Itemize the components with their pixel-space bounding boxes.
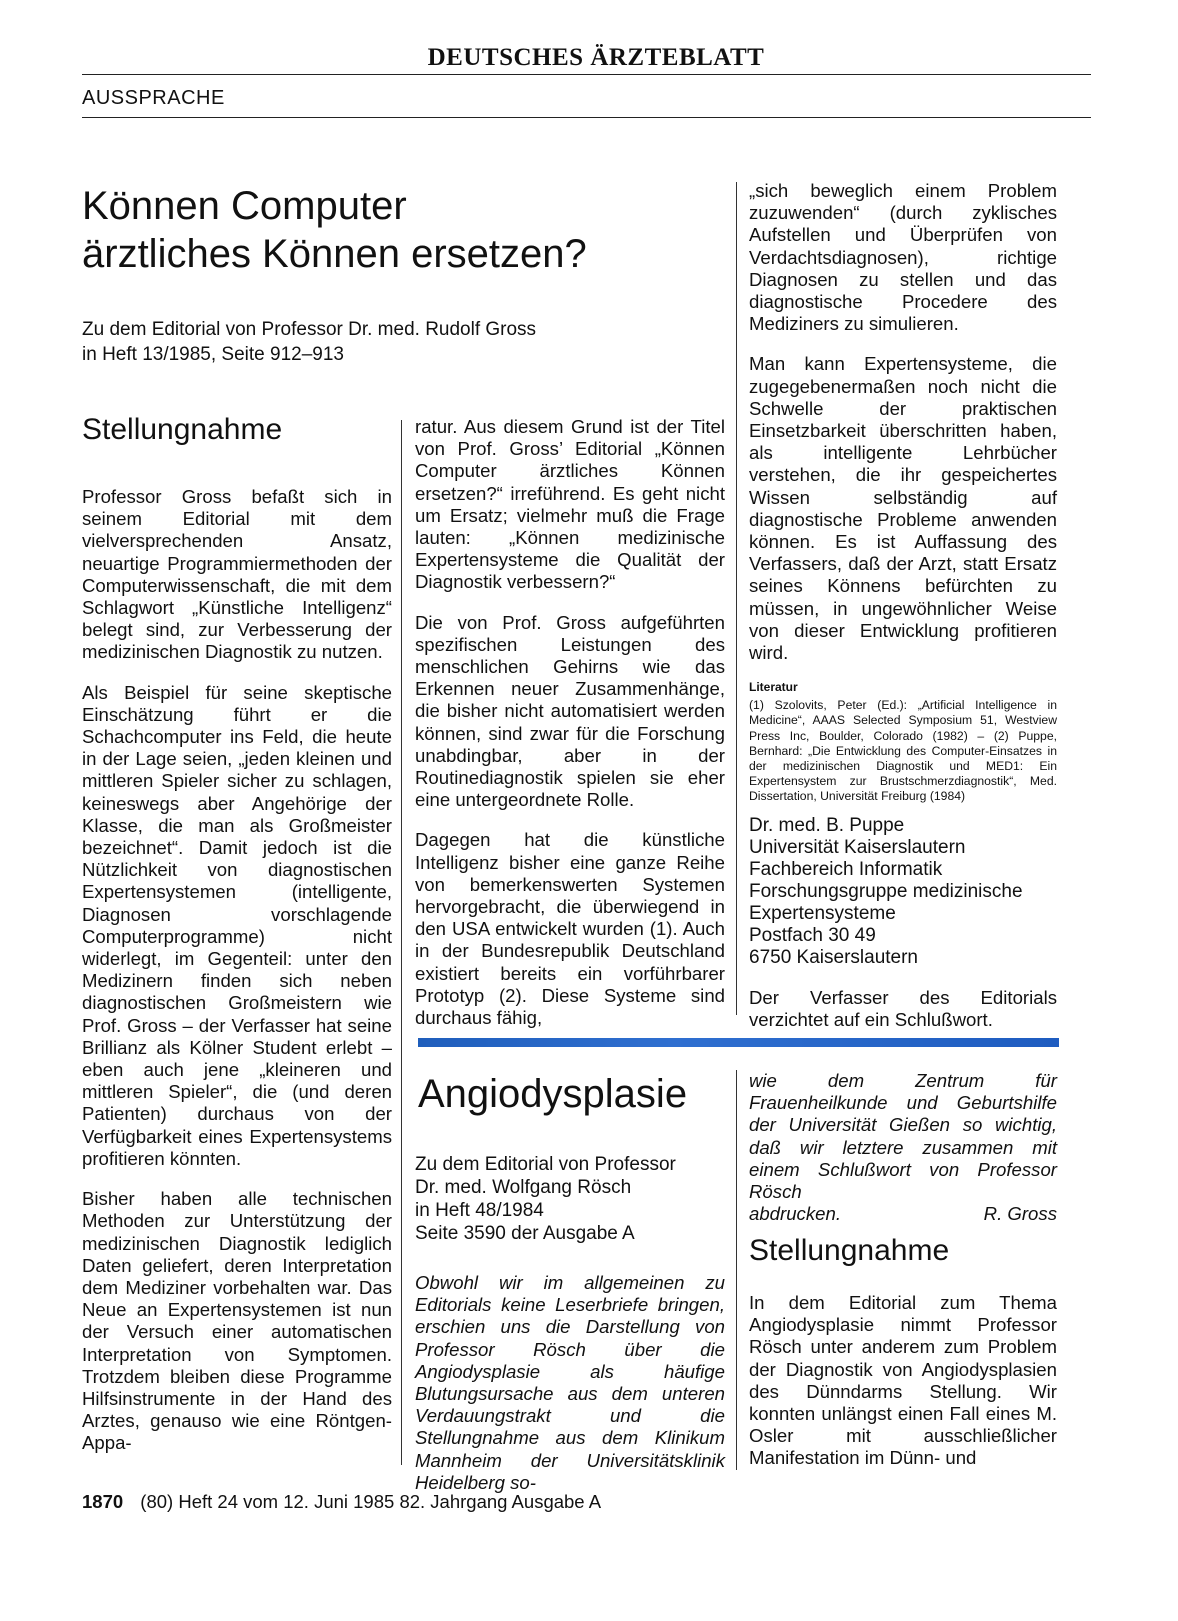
address-line: Dr. med. B. Puppe [749, 814, 905, 836]
article2-subtitle-line: Dr. med. Wolfgang Rösch [415, 1177, 632, 1198]
masthead: DEUTSCHES ÄRZTEBLATT [427, 44, 765, 71]
article1-paragraph: „sich beweglich einem Problem zuzuwenden“ (durch zyklisches Aufstellen und Überprüfen von Verdachtsdiagnosen), richtige Diagnosen zu stellen und das diagnostische Procedere des Mediziners zu simulieren. [749, 180, 1057, 335]
article2-heading: Stellungnahme [749, 1234, 950, 1267]
article1-subtitle [82, 317, 536, 367]
article-separator-bar [418, 1038, 1059, 1047]
literature-heading: Literatur [749, 680, 798, 695]
article2-subtitle-line: Zu dem Editorial von Professor [415, 1154, 676, 1175]
address-line: Fachbereich Informatik [749, 858, 943, 880]
column-divider-1 [401, 420, 402, 1465]
article2-subtitle-line: in Heft 48/1984 [415, 1200, 544, 1221]
article1-title-line1: Können Computer [82, 184, 407, 228]
article2-body: In dem Editorial zum Thema Angiodysplasie nimmt Professor Rösch unter anderem zum Problem der Diagnostik von Angiodysplasien des Dünndarms Stellung. Wir konnten unlängst einen Fall eines M. Osler mit ausschließlicher Manifestation im Dünn- und [749, 1292, 1057, 1469]
address-line: Postfach 30 49 [749, 924, 876, 946]
article1-paragraph: Professor Gross befaßt sich in seinem Editorial mit dem vielversprechenden Ansatz, neuartige Programmiermethoden der Computerwissenschaft, die mit dem Schlagwort „Künstliche Intelligenz“ belegt sind, zur Verbesserung der medizinischen Diagnostik zu nutzen. [82, 486, 392, 663]
article1-subtitle-line2: in Heft 13/1985, Seite 912–913 [82, 344, 344, 365]
article1-paragraph: Bisher haben alle technischen Methoden zur Unterstützung der medizinischen Diagnostik lediglich Daten geliefert, deren Interpretation dem Mediziner vorbehalten war. Das Neue an Expertensystemen ist nun der Versuch einer automatischen Interpretation von Symptomen. Trotzdem bleiben diese Programme Hilfsinstrumente in der Hand des Arztes, genauso wie eine Röntgen-Appa- [82, 1188, 392, 1454]
editor-signature: R. Gross [983, 1203, 1057, 1225]
address-line: Universität Kaiserslautern [749, 836, 966, 858]
article2-editor-note-continued [749, 1070, 1057, 1225]
address-line: 6750 Kaiserslautern [749, 946, 918, 968]
article2-subtitle-line: Seite 3590 der Ausgabe A [415, 1223, 635, 1244]
article2-editor-note: Obwohl wir im allgemeinen zu Editorials keine Leserbriefe bringen, erschien uns die Darstellung von Professor Rösch über die Angiodysplasie als häufige Blutungsursache aus dem unteren Verdauungstrakt und die Stellungnahme aus dem Klinikum Mannheim der Universitätsklinik Heidelberg so- [415, 1272, 725, 1493]
header-rule-bottom [82, 117, 1091, 118]
article1-column-2 [415, 416, 725, 1029]
article1-paragraph: Als Beispiel für seine skeptische Einschätzung führt er die Schachcomputer ins Feld, die heute in der Lage seien, „jeden kleinen und mittleren Spieler sicher zu schlagen, keineswegs aber Angehörige der Klasse, die man als Großmeister bezeichnet“. Damit jedoch ist die Nützlichkeit von diagnostischen Expertensystemen (intelligente, Diagnosen vorschlagende Computerprogramme) nicht widerlegt, im Gegenteil: unter den Medizinern finden sich neben diagnostischen Großmeistern wie Prof. Gross – der Verfasser hat seine Brillianz als Kölner Student erlebt – eben auch jene „kleineren und mittleren Spieler“, die (und deren Patienten) durchaus von der Verfügbarkeit eines Expertensystems profitieren könnten. [82, 681, 392, 1169]
article1-subtitle-line1: Zu dem Editorial von Professor Dr. med. Rudolf Gross [82, 319, 537, 340]
editor-signature-row [749, 1203, 1057, 1225]
author-address [749, 815, 1057, 969]
editor-note-text: wie dem Zentrum für Frauenheilkunde und Geburtshilfe der Universität Gießen so wichtig, daß wir letztere zusammen mit einem Schlußwort von Professor Rösch [749, 1070, 1057, 1203]
article1-column-1 [82, 486, 392, 1455]
literature-text: (1) Szolovits, Peter (Ed.): „Artificial Intelligence in Medicine“, AAAS Selected Symposium 51, Westview Press Inc, Boulder, Colorado (1982) – (2) Puppe, Bernhard: „Die Entwicklung des Computer-Einsatzes in der medizinischen Diagnostik und MED1: Ein Expertensystem zur Brustschmerzdiagnostik“, Med. Dissertation, Universität Freiburg (1984) [749, 698, 1057, 804]
literature-block [749, 680, 1057, 804]
column-divider-2 [736, 182, 737, 1015]
editor-note-last: abdrucken. [749, 1203, 841, 1225]
article1-column-3-text [749, 180, 1057, 664]
article1-paragraph: Man kann Expertensysteme, die zugegebenermaßen noch nicht die Schwelle der praktischen Einsetzbarkeit überschritten haben, als intelligente Lehrbücher verstehen, die ihr gespeichertes Wissen selbständig auf diagnostische Probleme anwenden können. Es ist Auffassung des Verfassers, daß der Arzt, statt Ersatz seines Könnens befürchten zu müssen, in ungewöhnlicher Weise von dieser Entwicklung profitieren wird. [749, 353, 1057, 664]
article1-paragraph: Die von Prof. Gross aufgeführten spezifischen Leistungen des menschlichen Gehirns wie das Erkennen neuer Zusammenhänge, die bisher nicht automatisiert werden können, sind zwar für die Forschung unabdingbar, aber in der Routinediagnostik spielen sie eher eine untergeordnete Rolle. [415, 611, 725, 811]
article2-subtitle [415, 1153, 727, 1245]
article2-title: Angiodysplasie [418, 1072, 688, 1116]
address-line: Forschungsgruppe medizinische [749, 880, 1023, 902]
section-label: AUSSPRACHE [82, 87, 225, 109]
article1-title [82, 182, 587, 278]
column-divider-3 [736, 1070, 737, 1470]
page-footer [82, 1491, 601, 1513]
article1-column-3 [749, 180, 1057, 1031]
page-number: 1870 [82, 1491, 124, 1512]
article1-paragraph: ratur. Aus diesem Grund ist der Titel von Prof. Gross’ Editorial „Können Computer ärztliches Können ersetzen?“ irreführend. Es geht nicht um Ersatz; vielmehr muß die Frage lauten: „Können medizinische Expertensysteme die Qualität der Diagnostik verbessern?“ [415, 416, 725, 593]
article1-title-line2: ärztliches Können ersetzen? [82, 232, 587, 276]
address-line: Expertensysteme [749, 902, 896, 924]
header-rule-top [82, 74, 1091, 75]
closing-note: Der Verfasser des Editorials verzichtet auf ein Schlußwort. [749, 986, 1057, 1030]
article1-heading: Stellungnahme [82, 413, 283, 446]
article1-paragraph: Dagegen hat die künstliche Intelligenz bisher eine ganze Reihe von bemerkenswerten Systemen hervorgebracht, die überwiegend in den USA entwickelt wurden (1). Auch in der Bundesrepublik Deutschland existiert bereits ein vorführbarer Prototyp (2). Diese Systeme sind durchaus fähig, [415, 829, 725, 1029]
issue-info: (80) Heft 24 vom 12. Juni 1985 82. Jahrgang Ausgabe A [140, 1491, 602, 1512]
